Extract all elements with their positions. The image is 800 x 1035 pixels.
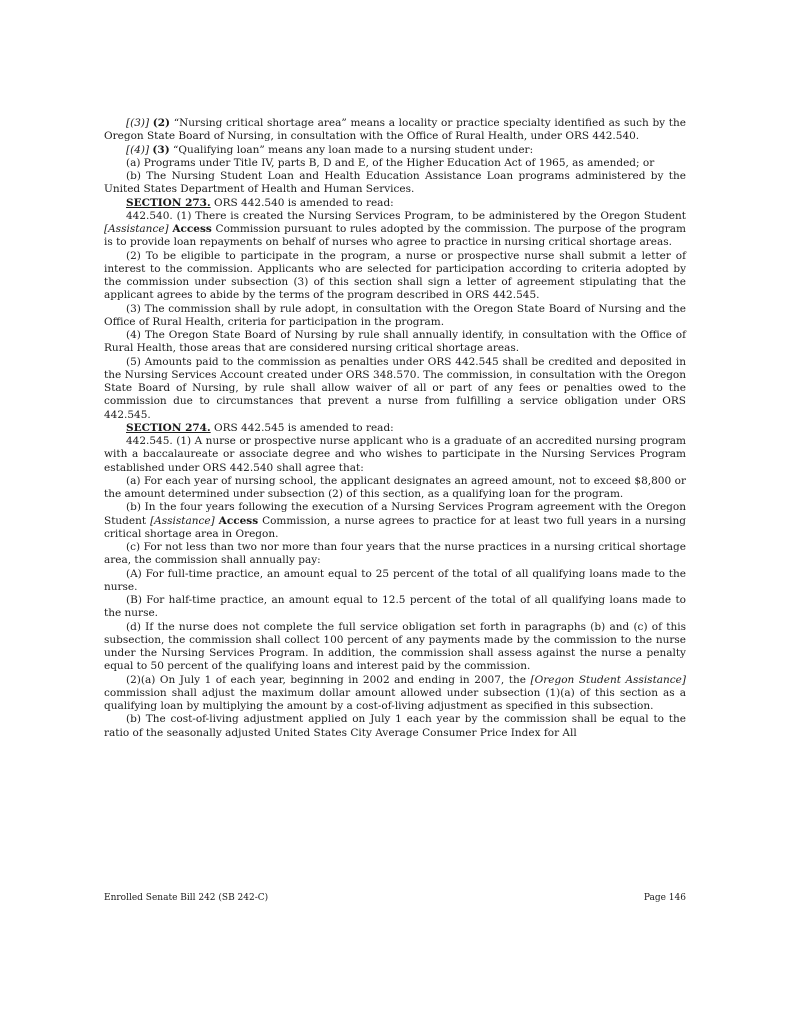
paragraph: 442.545. (1) A nurse or prospective nurse applicant who is a graduate of an accredited nursing program with a baccalaureate or associate degree and who wishes to participate in the Nursing Services Program established under ORS 442.540 shall agree that: <box>104 435 686 474</box>
paragraph: (b) The Nursing Student Loan and Health Education Assistance Loan programs administered by the United States Department of Health and Human Services. <box>104 170 686 196</box>
paragraph: (b) In the four years following the execution of a Nursing Services Program agreement with the Oregon Student [Assistance] Access Commission, a nurse agrees to practice for at least two full years in a nursing critical shortage area in Oregon. <box>104 501 687 540</box>
deleted-text: [Assistance] <box>150 514 215 527</box>
paragraph: (b) The cost-of-living adjustment applied on July 1 each year by the commission shall be equal to the ratio of the seasonally adjusted United States City Average Consumer Price Index for All <box>104 713 686 739</box>
paragraph: (5) Amounts paid to the commission as penalties under ORS 442.545 shall be credited and deposited in the Nursing Services Account created under ORS 348.570. The commission, in consultation with the Oregon State Board of Nursing, by rule shall allow waiver of all or part of any fees or penalties owed to the commission due to circumstances that prevent a nurse from fulfilling a service obligation under ORS 442.545. <box>104 355 686 421</box>
paragraph: (2) To be eligible to participate in the program, a nurse or prospective nurse shall submit a letter of interest to the commission. Applicants who are selected for participation according to criteria adopted by the commission under subsection (3) of this section shall sign a letter of agreement stipulating that the applicant agrees to abide by the terms of the program described in ORS 442.545. <box>104 249 686 302</box>
inserted-text: Access <box>172 223 212 235</box>
deleted-text: [Assistance] <box>104 223 169 235</box>
paragraph: (4) The Oregon State Board of Nursing by rule shall annually identify, in consultation with the Office of Rural Health, those areas that are considered nursing critical shortage areas. <box>104 329 686 355</box>
paragraph: (3) The commission shall by rule adopt, in consultation with the Oregon State Board of Nursing and the Office of Rural Health, criteria for participation in the program. <box>104 302 686 328</box>
document-body <box>104 117 686 740</box>
section-heading: SECTION 274. ORS 442.545 is amended to read: <box>126 421 394 434</box>
section-heading: SECTION 273. ORS 442.540 is amended to read: <box>126 196 394 209</box>
page-number: Page 146 <box>643 893 686 903</box>
paragraph: (A) For full-time practice, an amount equal to 25 percent of the total of all qualifying loans made to the nurse. <box>104 567 686 593</box>
page-footer <box>104 893 686 903</box>
paragraph: (a) For each year of nursing school, the applicant designates an agreed amount, not to exceed $8,800 or the amount determined under subsection (2) of this section, as a qualifying loan for the program. <box>104 474 686 500</box>
paragraph: (2)(a) On July 1 of each year, beginning in 2002 and ending in 2007, the [Oregon Student Assistance] commission shall adjust the maximum dollar amount allowed under subsection (1)(a) of this section as a qualifying loan by multiplying the amount by a cost-of-living adjustment as specified in this subsection. <box>104 673 686 712</box>
paragraph: (B) For half-time practice, an amount equal to 12.5 percent of the total of all qualifying loans made to the nurse. <box>104 594 686 620</box>
paragraph: (a) Programs under Title IV, parts B, D and E, of the Higher Education Act of 1965, as amended; or <box>126 156 655 169</box>
deleted-text: [Oregon Student Assistance] <box>530 673 686 686</box>
paragraph: (c) For not less than two nor more than four years that the nurse practices in a nursing critical shortage area, the commission shall annually pay: <box>104 541 686 567</box>
deleted-text: [(3)] <box>126 117 150 129</box>
deleted-text: [(4)] <box>126 143 150 156</box>
paragraph: (d) If the nurse does not complete the full service obligation set forth in paragraphs (b) and (c) of this subsection, the commission shall collect 100 percent of any payments made by the commission to the nurse under the Nursing Services Program. In addition, the commission shall assess against the nurse a penalty equal to 50 percent of the qualifying loans and interest paid by the commission. <box>104 620 686 673</box>
inserted-text: (3) <box>152 143 170 156</box>
section-label: SECTION 273. <box>126 196 211 209</box>
paragraph: [(4)] (3) “Qualifying loan” means any loan made to a nursing student under: <box>126 143 534 156</box>
section-label: SECTION 274. <box>126 421 211 434</box>
bill-identifier: Enrolled Senate Bill 242 (SB 242-C) <box>104 893 269 903</box>
paragraph: 442.540. (1) There is created the Nursing Services Program, to be administered by the Oregon Student [Assistance] Access Commission pursuant to rules adopted by the commission. The purpose of the program is to provide loan repayments on behalf of nurses who agree to practice in nursing critical shortage areas. <box>104 209 686 249</box>
paragraph: [(3)] (2) “Nursing critical shortage area” means a locality or practice specialty identified as such by the Oregon State Board of Nursing, in consultation with the Office of Rural Health, under ORS 442.540. <box>104 117 687 143</box>
inserted-text: Access <box>218 514 259 527</box>
inserted-text: (2) <box>152 117 171 129</box>
